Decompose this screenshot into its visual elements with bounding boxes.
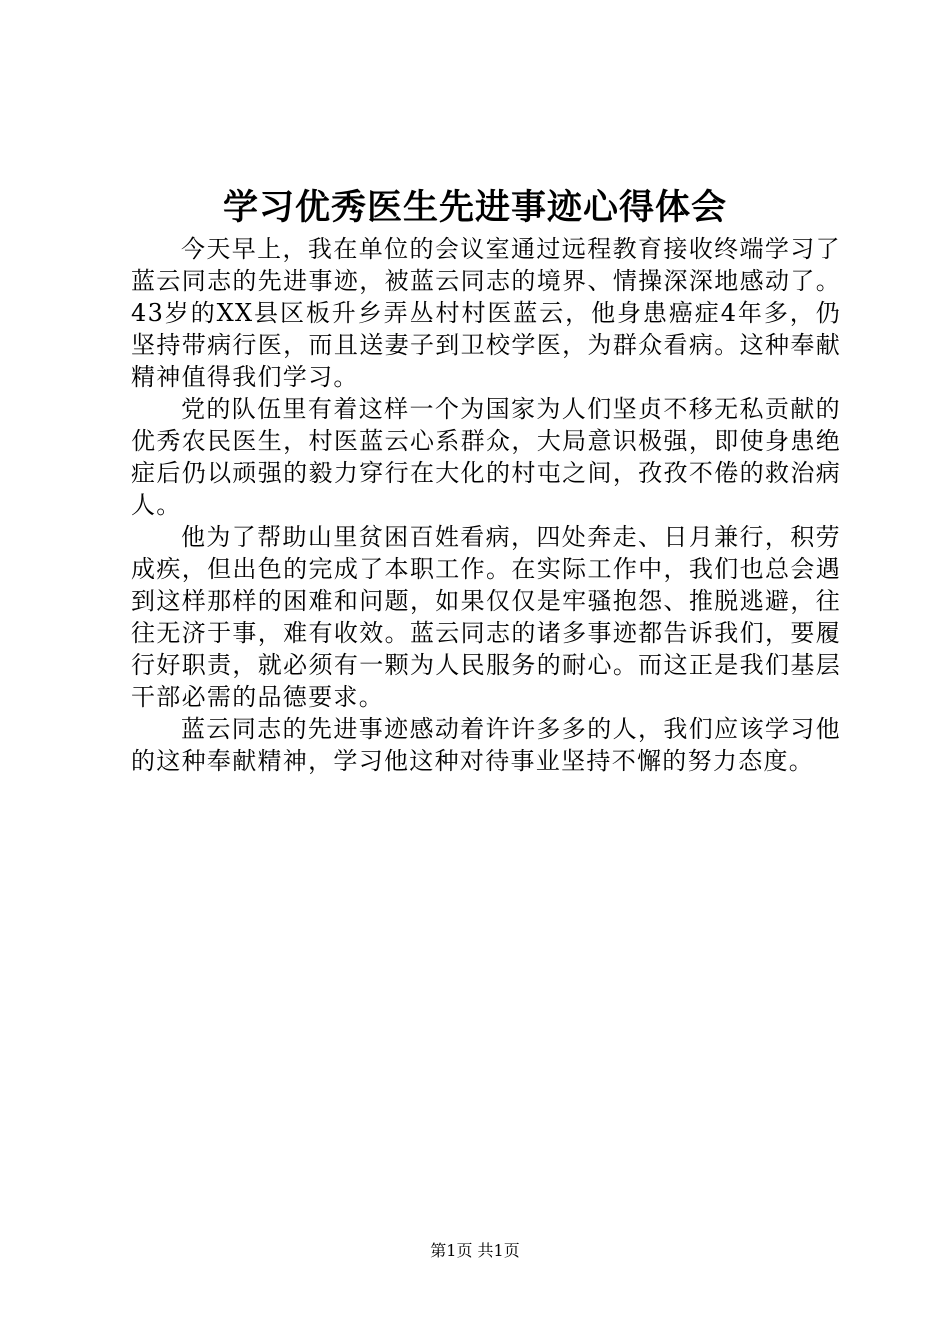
paragraph-3: 他为了帮助山里贫困百姓看病，四处奔走、日月兼行，积劳成疾，但出色的完成了本职工作。在实际工作中，我们也总会遇到这样那样的困难和问题，如果仅仅是牢骚抱怨、推脱逃避，往往无济于事，难有收效。蓝云同志的诸多事迹都告诉我们，要履行好职责，就必须有一颗为人民服务的耐心。而这正是我们基层干部必需的品德要求。: [131, 523, 841, 711]
paragraph-1: 今天早上，我在单位的会议室通过远程教育接收终端学习了蓝云同志的先进事迹，被蓝云同志的境界、情操深深地感动了。43岁的XX县区板升乡弄丛村村医蓝云，他身患癌症4年多，仍坚持带病行医，而且送妻子到卫校学医，为群众看病。这种奉献精神值得我们学习。: [131, 235, 841, 391]
paragraph-4: 蓝云同志的先进事迹感动着许许多多的人，我们应该学习他的这种奉献精神，学习他这种对待事业坚持不懈的努力态度。: [131, 715, 841, 775]
document-body: [131, 233, 841, 777]
paragraph-2: 党的队伍里有着这样一个为国家为人们坚贞不移无私贡献的优秀农民医生，村医蓝云心系群众，大局意识极强，即使身患绝症后仍以顽强的毅力穿行在大化的村屯之间，孜孜不倦的救治病人。: [131, 395, 841, 519]
document-title: 学习优秀医生先进事迹心得体会: [222, 187, 727, 228]
page-footer: 第1页 共1页: [430, 1241, 520, 1260]
